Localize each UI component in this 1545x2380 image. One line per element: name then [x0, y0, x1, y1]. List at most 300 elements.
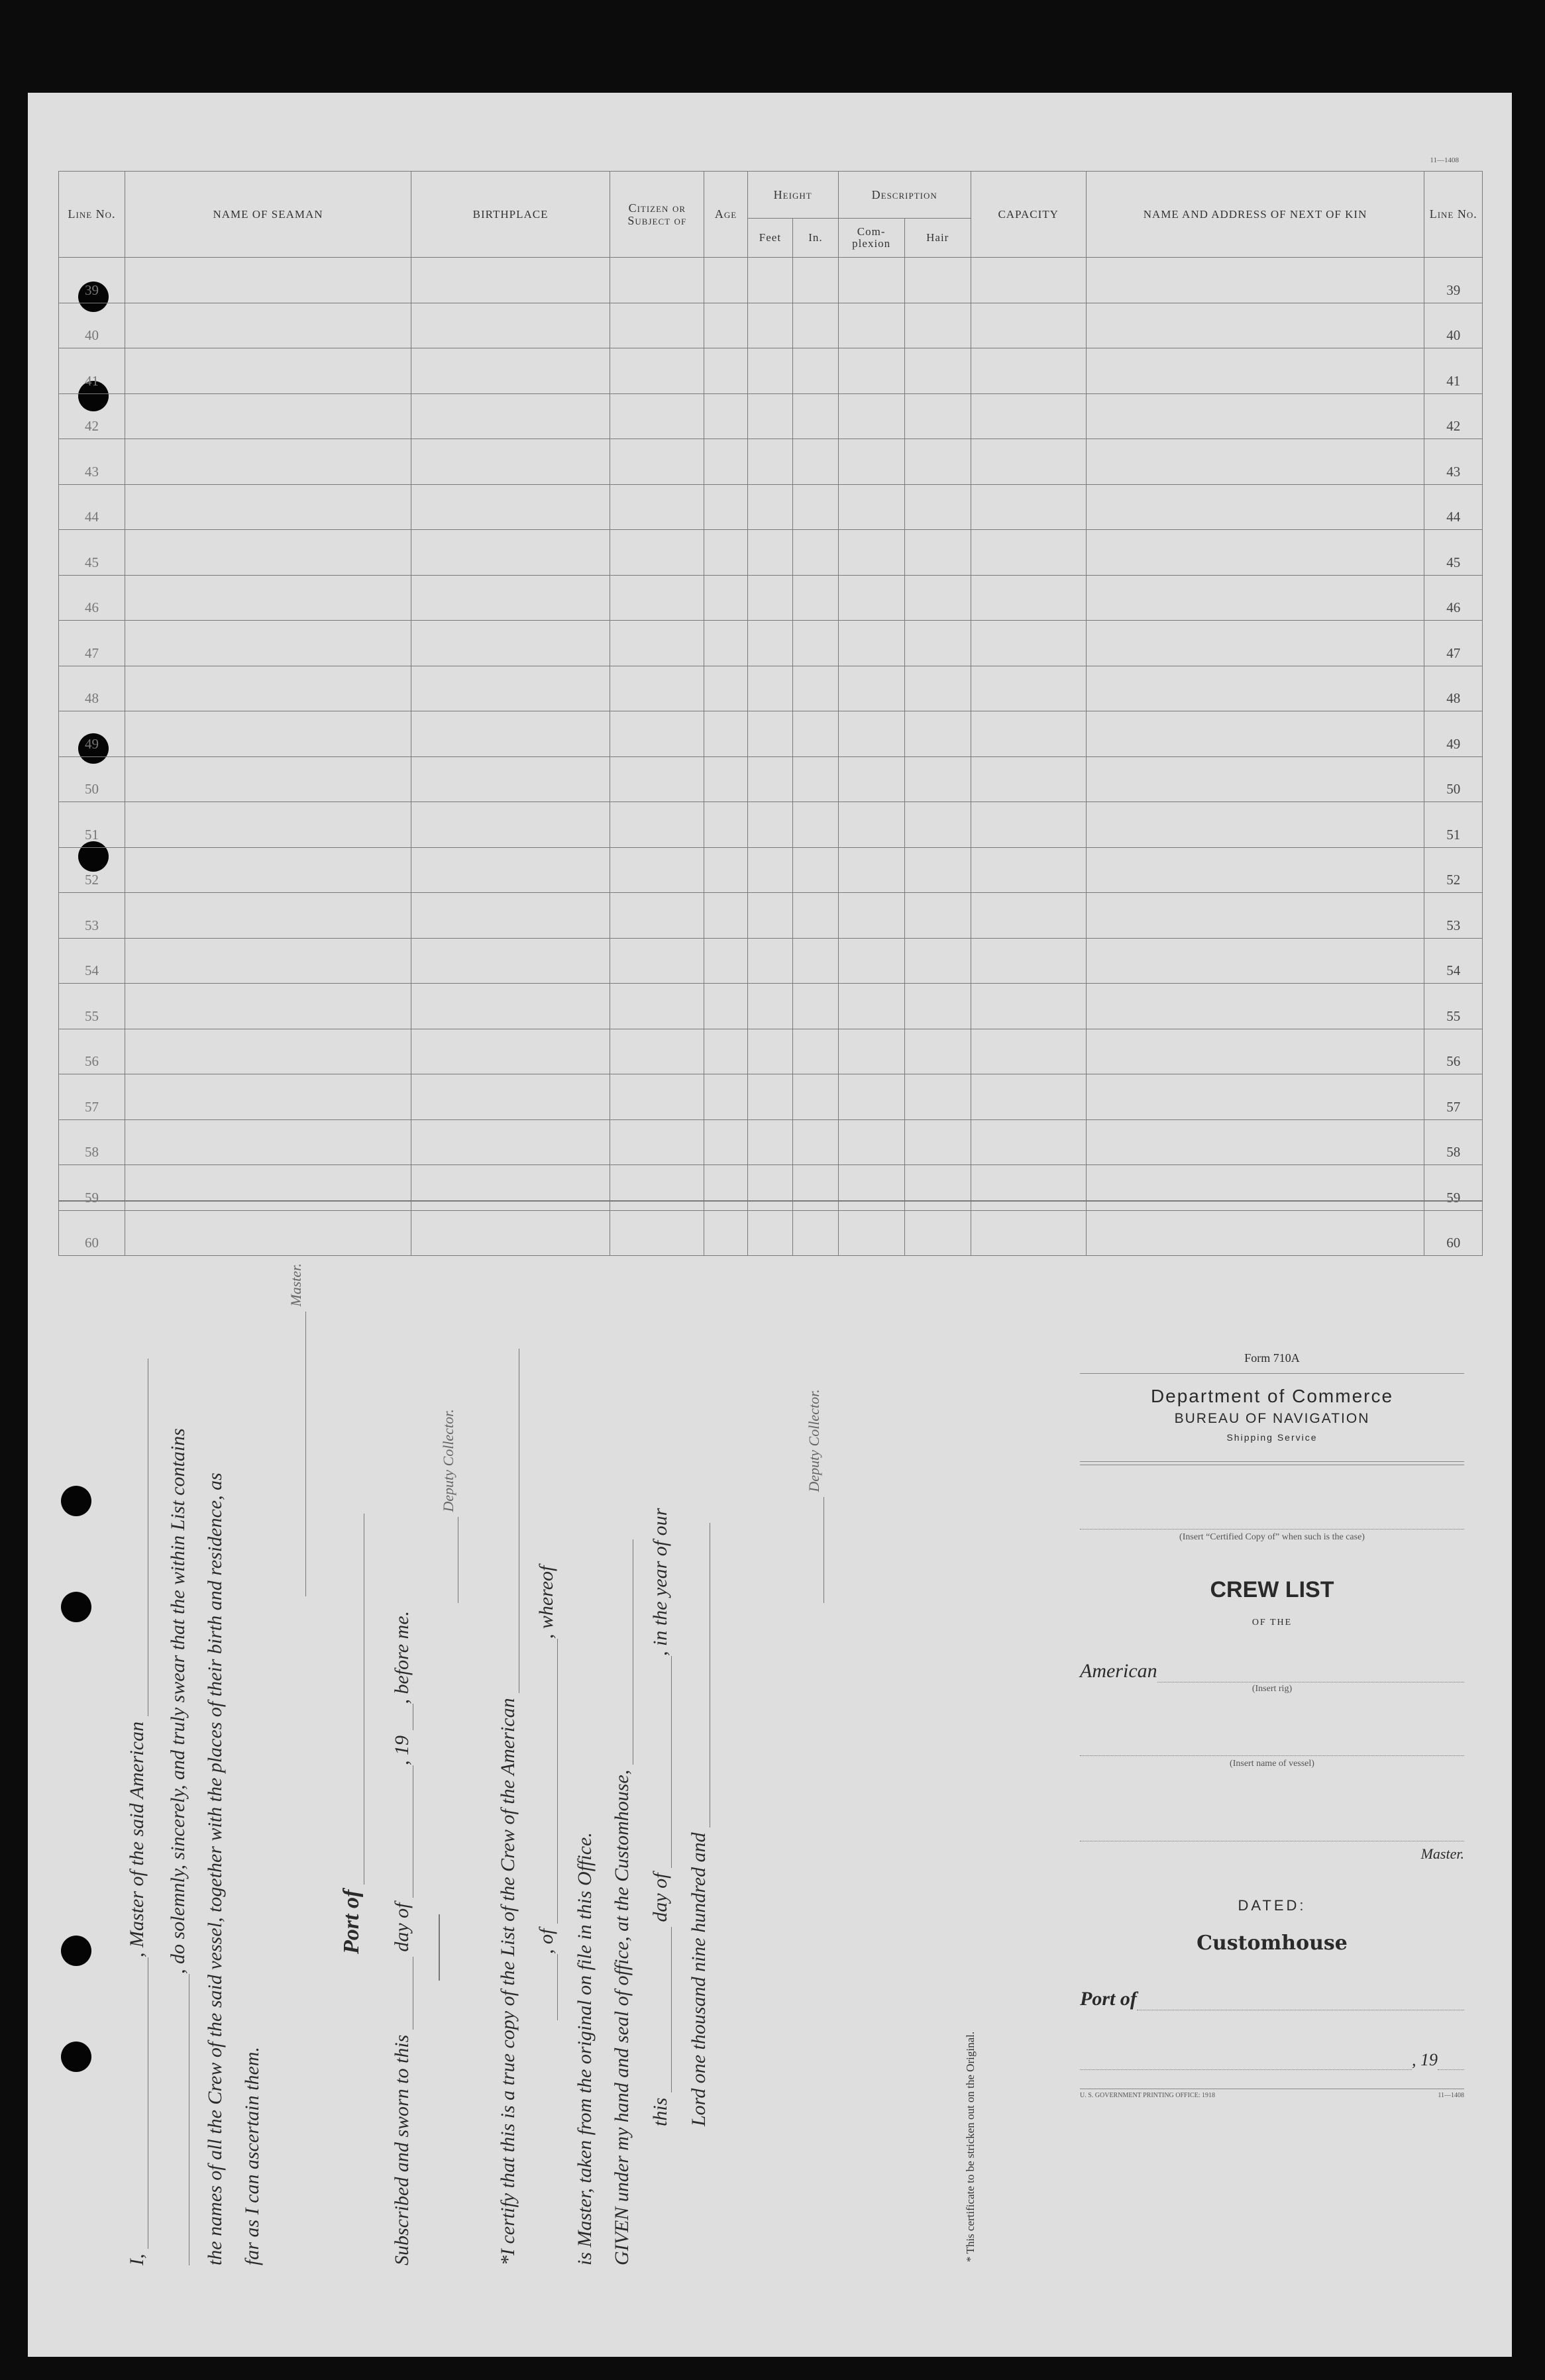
subscribed-19: , 19 [391, 1735, 413, 1765]
name-header: NAME OF SEAMAN [125, 172, 411, 258]
age-header: Age [704, 172, 747, 258]
hair-cell[interactable] [904, 984, 971, 1029]
line-number-right: 41 [1424, 348, 1483, 394]
hair-cell[interactable] [904, 1165, 971, 1211]
next-of-kin-cell[interactable] [1086, 1074, 1424, 1120]
inches-cell[interactable] [793, 393, 838, 439]
citizen-cell[interactable] [610, 711, 704, 757]
hair-cell[interactable] [904, 1074, 971, 1120]
birthplace-cell[interactable] [411, 1029, 610, 1074]
line-number-right: 60 [1424, 1210, 1483, 1256]
line-number-left: 57 [59, 1074, 125, 1120]
nineteen-label: , 19 [1412, 2050, 1438, 2069]
feet-header: Feet [747, 219, 792, 258]
feet-cell[interactable] [747, 530, 792, 576]
of-the-label: OF THE [1252, 1618, 1293, 1628]
line-number-left: 47 [59, 621, 125, 666]
line-number-left: 52 [59, 847, 125, 893]
line-number-right: 46 [1424, 575, 1483, 621]
capacity-cell[interactable] [971, 439, 1086, 485]
capacity-cell[interactable] [971, 984, 1086, 1029]
table-row [59, 303, 1483, 348]
age-cell[interactable] [704, 575, 747, 621]
oath-i: I, [126, 2253, 148, 2265]
birthplace-cell[interactable] [411, 393, 610, 439]
line-number-right: 57 [1424, 1074, 1483, 1120]
table-row [59, 938, 1483, 984]
fill-line [439, 1914, 440, 1981]
shipping-service: Shipping Service [1226, 1432, 1318, 1443]
citizen-cell[interactable] [610, 393, 704, 439]
line-number-right: 43 [1424, 439, 1483, 485]
table-row [59, 575, 1483, 621]
line-number-right: 55 [1424, 984, 1483, 1029]
line-number-left: 51 [59, 802, 125, 848]
deputy-collector-2: Deputy Collector. [806, 1389, 822, 1492]
inches-cell[interactable] [793, 575, 838, 621]
birthplace-cell[interactable] [411, 1165, 610, 1211]
complexion-cell[interactable] [838, 1119, 904, 1165]
citizen-cell[interactable] [610, 348, 704, 394]
age-cell[interactable] [704, 802, 747, 848]
hair-cell[interactable] [904, 938, 971, 984]
line-number-left: 44 [59, 484, 125, 530]
table-row [59, 1074, 1483, 1120]
complexion-cell[interactable] [838, 484, 904, 530]
citizen-cell[interactable] [610, 893, 704, 939]
next-of-kin-cell[interactable] [1086, 258, 1424, 303]
complexion-cell[interactable] [838, 1165, 904, 1211]
hair-cell[interactable] [904, 666, 971, 711]
birthplace-cell[interactable] [411, 439, 610, 485]
insert-vessel-note: (Insert name of vessel) [1230, 1759, 1314, 1769]
inches-cell[interactable] [793, 348, 838, 394]
next-of-kin-cell[interactable] [1086, 893, 1424, 939]
feet-cell[interactable] [747, 711, 792, 757]
feet-cell[interactable] [747, 484, 792, 530]
capacity-cell[interactable] [971, 1119, 1086, 1165]
feet-cell[interactable] [747, 575, 792, 621]
next-of-kin-cell[interactable] [1086, 303, 1424, 348]
name-cell[interactable] [125, 756, 411, 802]
age-cell[interactable] [704, 258, 747, 303]
citizen-cell[interactable] [610, 802, 704, 848]
feet-cell[interactable] [747, 258, 792, 303]
department-title: Department of Commerce [1150, 1386, 1394, 1406]
complexion-cell[interactable] [838, 984, 904, 1029]
feet-cell[interactable] [747, 847, 792, 893]
capacity-cell[interactable] [971, 1074, 1086, 1120]
capacity-cell[interactable] [971, 1165, 1086, 1211]
birthplace-cell[interactable] [411, 984, 610, 1029]
age-cell[interactable] [704, 893, 747, 939]
citizen-cell[interactable] [610, 1029, 704, 1074]
complexion-cell[interactable] [838, 348, 904, 394]
age-cell[interactable] [704, 484, 747, 530]
complexion-cell[interactable] [838, 938, 904, 984]
next-of-kin-cell[interactable] [1086, 575, 1424, 621]
line-no-header: Line No. [59, 172, 125, 258]
rig-field [1157, 1665, 1464, 1682]
citizen-cell[interactable] [610, 1165, 704, 1211]
capacity-cell[interactable] [971, 847, 1086, 893]
oath-port-of: Port of [339, 1889, 364, 1954]
complexion-cell[interactable] [838, 439, 904, 485]
next-of-kin-cell[interactable] [1086, 530, 1424, 576]
next-of-kin-header: NAME AND ADDRESS OF NEXT OF KIN [1086, 172, 1424, 258]
age-cell[interactable] [704, 711, 747, 757]
line-number-right: 42 [1424, 393, 1483, 439]
complexion-cell[interactable] [838, 802, 904, 848]
line-number-right: 45 [1424, 530, 1483, 576]
complexion-cell[interactable] [838, 621, 904, 666]
complexion-cell[interactable] [838, 756, 904, 802]
name-cell[interactable] [125, 847, 411, 893]
fill-line [305, 1312, 306, 1596]
feet-cell[interactable] [747, 621, 792, 666]
citizen-cell[interactable] [610, 258, 704, 303]
capacity-cell[interactable] [971, 484, 1086, 530]
inches-cell[interactable] [793, 1119, 838, 1165]
inches-cell[interactable] [793, 621, 838, 666]
capacity-cell[interactable] [971, 303, 1086, 348]
hair-cell[interactable] [904, 484, 971, 530]
table-row [59, 530, 1483, 576]
citizen-cell[interactable] [610, 303, 704, 348]
capacity-cell[interactable] [971, 393, 1086, 439]
feet-cell[interactable] [747, 893, 792, 939]
next-of-kin-cell[interactable] [1086, 1165, 1424, 1211]
inches-cell[interactable] [793, 1074, 838, 1120]
hair-cell[interactable] [904, 711, 971, 757]
birthplace-cell[interactable] [411, 484, 610, 530]
feet-cell[interactable] [747, 348, 792, 394]
name-cell[interactable] [125, 258, 411, 303]
age-cell[interactable] [704, 984, 747, 1029]
birthplace-cell[interactable] [411, 711, 610, 757]
capacity-cell[interactable] [971, 1029, 1086, 1074]
line-number-left: 55 [59, 984, 125, 1029]
next-of-kin-cell[interactable] [1086, 802, 1424, 848]
feet-cell[interactable] [747, 666, 792, 711]
inches-cell[interactable] [793, 711, 838, 757]
citizen-cell[interactable] [610, 666, 704, 711]
name-cell[interactable] [125, 1165, 411, 1211]
next-of-kin-cell[interactable] [1086, 439, 1424, 485]
birthplace-cell[interactable] [411, 1119, 610, 1165]
line-number-right: 48 [1424, 666, 1483, 711]
feet-cell[interactable] [747, 938, 792, 984]
punch-hole [61, 1936, 91, 1966]
line-number-left: 53 [59, 893, 125, 939]
fill-line [671, 1656, 672, 1868]
birthplace-cell[interactable] [411, 666, 610, 711]
inches-cell[interactable] [793, 666, 838, 711]
oath-master-signature-label: Master. [288, 1263, 304, 1307]
name-cell[interactable] [125, 530, 411, 576]
hair-cell[interactable] [904, 893, 971, 939]
next-of-kin-cell[interactable] [1086, 621, 1424, 666]
next-of-kin-cell[interactable] [1086, 711, 1424, 757]
age-cell[interactable] [704, 439, 747, 485]
feet-cell[interactable] [747, 802, 792, 848]
name-cell[interactable] [125, 1029, 411, 1074]
age-cell[interactable] [704, 393, 747, 439]
feet-cell[interactable] [747, 393, 792, 439]
name-cell[interactable] [125, 666, 411, 711]
age-cell[interactable] [704, 1074, 747, 1120]
age-cell[interactable] [704, 756, 747, 802]
line-number-right: 51 [1424, 802, 1483, 848]
line-number-right: 44 [1424, 484, 1483, 530]
inches-cell[interactable] [793, 258, 838, 303]
age-cell[interactable] [704, 1165, 747, 1211]
next-of-kin-cell[interactable] [1086, 348, 1424, 394]
inches-cell[interactable] [793, 802, 838, 848]
hair-cell[interactable] [904, 575, 971, 621]
complexion-cell[interactable] [838, 847, 904, 893]
next-of-kin-cell[interactable] [1086, 1029, 1424, 1074]
citizen-cell[interactable] [610, 621, 704, 666]
hair-cell[interactable] [904, 530, 971, 576]
age-cell[interactable] [704, 938, 747, 984]
citizen-cell[interactable] [610, 439, 704, 485]
capacity-cell[interactable] [971, 666, 1086, 711]
citizen-cell[interactable] [610, 756, 704, 802]
oath-master-of: , Master of the said American [126, 1721, 148, 1957]
complexion-cell[interactable] [838, 893, 904, 939]
next-of-kin-cell[interactable] [1086, 393, 1424, 439]
hair-cell[interactable] [904, 1029, 971, 1074]
name-cell[interactable] [125, 711, 411, 757]
line-number-right: 52 [1424, 847, 1483, 893]
certify-whereof: , whereof [535, 1565, 557, 1639]
form-number: Form 710A [1244, 1351, 1300, 1365]
inches-cell[interactable] [793, 984, 838, 1029]
inches-cell[interactable] [793, 484, 838, 530]
birthplace-cell[interactable] [411, 893, 610, 939]
citizen-cell[interactable] [610, 1119, 704, 1165]
citizen-cell[interactable] [610, 938, 704, 984]
master-label: Master. [1420, 1845, 1464, 1862]
capacity-cell[interactable] [971, 258, 1086, 303]
capacity-cell[interactable] [971, 938, 1086, 984]
oath-names-line: the names of all the Crew of the said vessel, together with the places of their birth and residence, as [204, 1473, 226, 2265]
inches-cell[interactable] [793, 1165, 838, 1211]
birthplace-cell[interactable] [411, 348, 610, 394]
capacity-cell[interactable] [971, 756, 1086, 802]
hair-cell[interactable] [904, 258, 971, 303]
inches-cell[interactable] [793, 1029, 838, 1074]
citizen-cell[interactable] [610, 530, 704, 576]
line-number-right: 47 [1424, 621, 1483, 666]
name-cell[interactable] [125, 575, 411, 621]
hair-cell[interactable] [904, 802, 971, 848]
birthplace-cell[interactable] [411, 938, 610, 984]
birthplace-cell[interactable] [411, 621, 610, 666]
capacity-cell[interactable] [971, 348, 1086, 394]
feet-cell[interactable] [747, 756, 792, 802]
feet-cell[interactable] [747, 984, 792, 1029]
feet-cell[interactable] [747, 1165, 792, 1211]
complexion-cell[interactable] [838, 530, 904, 576]
age-cell[interactable] [704, 530, 747, 576]
hair-cell[interactable] [904, 303, 971, 348]
hair-cell[interactable] [904, 756, 971, 802]
inches-cell[interactable] [793, 756, 838, 802]
punch-hole [61, 1486, 91, 1516]
insert-rig-note: (Insert rig) [1252, 1684, 1293, 1694]
line-number-left: 43 [59, 439, 125, 485]
complexion-cell[interactable] [838, 1074, 904, 1120]
capacity-header: CAPACITY [971, 172, 1086, 258]
port-of-label: Port of [1080, 1988, 1137, 2010]
birthplace-cell[interactable] [411, 530, 610, 576]
dated-label: DATED: [1238, 1897, 1306, 1914]
age-cell[interactable] [704, 1119, 747, 1165]
gpo-note: U. S. GOVERNMENT PRINTING OFFICE: 1918 [1080, 2092, 1215, 2099]
name-cell[interactable] [125, 802, 411, 848]
capacity-cell[interactable] [971, 621, 1086, 666]
line-number-left: 45 [59, 530, 125, 576]
next-of-kin-cell[interactable] [1086, 1210, 1424, 1256]
port-field [1137, 1992, 1464, 2010]
line-number-right: 50 [1424, 756, 1483, 802]
line-number-right: 39 [1424, 258, 1483, 303]
birthplace-cell[interactable] [411, 802, 610, 848]
hair-cell[interactable] [904, 1119, 971, 1165]
height-header: Height [747, 172, 838, 219]
inches-cell[interactable] [793, 439, 838, 485]
line-number-right: 56 [1424, 1029, 1483, 1074]
table-row [59, 847, 1483, 893]
line-number-left: 46 [59, 575, 125, 621]
inches-cell[interactable] [793, 938, 838, 984]
next-of-kin-cell[interactable] [1086, 984, 1424, 1029]
age-cell[interactable] [704, 303, 747, 348]
citizen-cell[interactable] [610, 484, 704, 530]
age-cell[interactable] [704, 348, 747, 394]
customhouse-label: Customhouse [1197, 1932, 1348, 1955]
lord-line: Lord one thousand nine hundred and [688, 1832, 710, 2126]
name-cell[interactable] [125, 984, 411, 1029]
complexion-cell[interactable] [838, 393, 904, 439]
name-cell[interactable] [125, 938, 411, 984]
feet-cell[interactable] [747, 303, 792, 348]
line-no-header-right: Line No. [1424, 172, 1483, 258]
bureau-title: BUREAU OF NAVIGATION [1174, 1411, 1370, 1426]
insert-certified-note: (Insert “Certified Copy of” when such is the case) [1179, 1532, 1365, 1542]
name-cell[interactable] [125, 303, 411, 348]
next-of-kin-cell[interactable] [1086, 847, 1424, 893]
name-cell[interactable] [125, 439, 411, 485]
inches-cell[interactable] [793, 847, 838, 893]
feet-cell[interactable] [747, 1119, 792, 1165]
punch-hole [61, 2042, 91, 2072]
next-of-kin-cell[interactable] [1086, 484, 1424, 530]
hair-cell[interactable] [904, 393, 971, 439]
complexion-cell[interactable] [838, 575, 904, 621]
complexion-cell[interactable] [838, 666, 904, 711]
name-cell[interactable] [125, 1074, 411, 1120]
complexion-cell[interactable] [838, 1029, 904, 1074]
line-number-right: 49 [1424, 711, 1483, 757]
name-cell[interactable] [125, 893, 411, 939]
citizen-cell[interactable] [610, 847, 704, 893]
given-this: this [649, 2097, 671, 2126]
line-number-right: 58 [1424, 1119, 1483, 1165]
fill-line [557, 1954, 558, 2020]
capacity-cell[interactable] [971, 530, 1086, 576]
hair-cell[interactable] [904, 439, 971, 485]
line-number-right: 54 [1424, 938, 1483, 984]
hair-cell[interactable] [904, 348, 971, 394]
age-cell[interactable] [704, 1029, 747, 1074]
complexion-cell[interactable] [838, 303, 904, 348]
inches-cell[interactable] [793, 893, 838, 939]
age-cell[interactable] [704, 666, 747, 711]
inches-cell[interactable] [793, 530, 838, 576]
capacity-cell[interactable] [971, 893, 1086, 939]
complexion-cell[interactable] [838, 711, 904, 757]
capacity-cell[interactable] [971, 802, 1086, 848]
table-row [59, 484, 1483, 530]
citizen-header: Citizen or Subject of [610, 172, 704, 258]
table-row [59, 1119, 1483, 1165]
feet-cell[interactable] [747, 1029, 792, 1074]
name-cell[interactable] [125, 348, 411, 394]
fill-line [557, 1639, 558, 1924]
fill-line [671, 1927, 672, 2093]
citizen-cell[interactable] [610, 984, 704, 1029]
birthplace-cell[interactable] [411, 1074, 610, 1120]
birthplace-cell[interactable] [411, 258, 610, 303]
next-of-kin-cell[interactable] [1086, 756, 1424, 802]
hair-header: Hair [904, 219, 971, 258]
inches-header: In. [793, 219, 838, 258]
age-cell[interactable] [704, 847, 747, 893]
given-line: GIVEN under my hand and seal of office, at the Customhouse, [611, 1769, 633, 2265]
next-of-kin-cell[interactable] [1086, 666, 1424, 711]
birthplace-cell[interactable] [411, 303, 610, 348]
given-in-year: , in the year of our [649, 1508, 671, 1656]
next-of-kin-cell[interactable] [1086, 938, 1424, 984]
age-cell[interactable] [704, 621, 747, 666]
footnote-stricken: * This certificate to be stricken out on the Original. [964, 2031, 977, 2262]
name-cell[interactable] [125, 484, 411, 530]
feet-cell[interactable] [747, 1074, 792, 1120]
name-cell[interactable] [125, 1119, 411, 1165]
citizen-cell[interactable] [610, 575, 704, 621]
birthplace-cell[interactable] [411, 847, 610, 893]
hair-cell[interactable] [904, 621, 971, 666]
name-cell[interactable] [125, 621, 411, 666]
capacity-cell[interactable] [971, 711, 1086, 757]
hair-cell[interactable] [904, 847, 971, 893]
inches-cell[interactable] [793, 303, 838, 348]
deputy-collector-1: Deputy Collector. [440, 1409, 456, 1512]
line-number-left: 39 [59, 258, 125, 303]
name-cell[interactable] [125, 393, 411, 439]
feet-cell[interactable] [747, 439, 792, 485]
next-of-kin-cell[interactable] [1086, 1119, 1424, 1165]
crew-list-cover-block [1080, 1351, 1464, 2099]
capacity-cell[interactable] [971, 575, 1086, 621]
birthplace-cell[interactable] [411, 575, 610, 621]
birthplace-cell[interactable] [411, 756, 610, 802]
complexion-cell[interactable] [838, 258, 904, 303]
citizen-cell[interactable] [610, 1074, 704, 1120]
